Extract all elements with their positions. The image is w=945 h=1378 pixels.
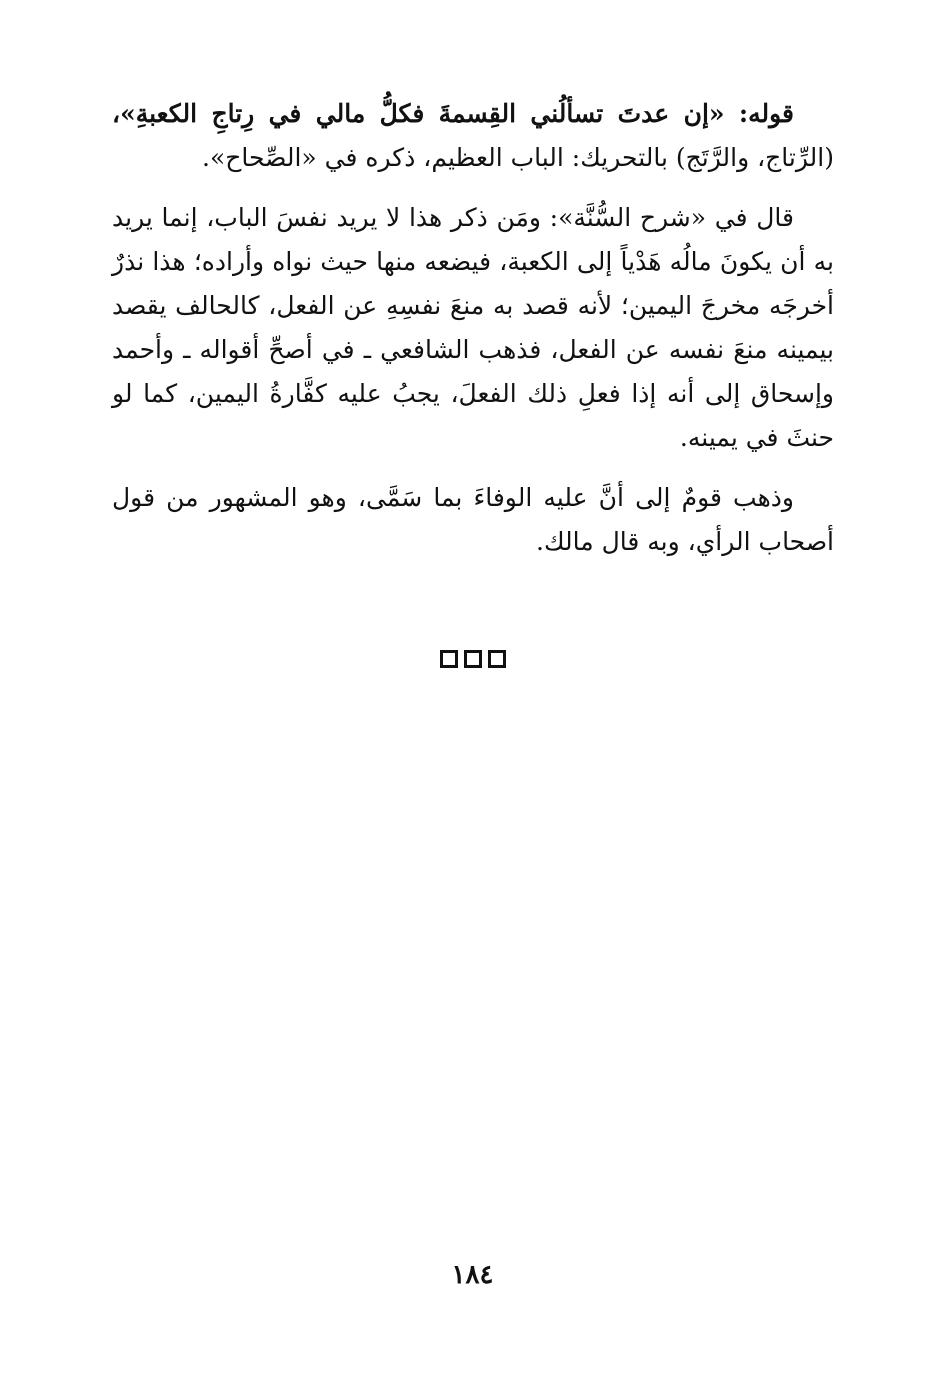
paragraph-3-text: وذهب قومٌ إلى أنَّ عليه الوفاءَ بما سَمَّى، وهو المشهور من قول أصحاب الرأي، وبه قال مالك. (112, 483, 834, 556)
page-number: ١٨٤ (451, 1260, 494, 1290)
paragraph-3 (112, 476, 834, 564)
paragraph-2-text: قال في «شرح السُّنَّة»: ومَن ذكر هذا لا يريد نفسَ الباب، إنما يريد به أن يكونَ مالُه هَدْياً إلى الكعبة، فيضعه منها حيث نواه وأراده؛ هذا نذرٌ أخرجَه مخرجَ اليمين؛ لأنه قصد به منعَ نفسِهِ عن الفعل، كالحالف يقصد بيمينه منعَ نفسه عن الفعل، فذهب الشافعي ـ في أصحِّ أقواله ـ وأحمد وإسحاق إلى أنه إذا فعلِ ذلك الفعلَ، يجبُ عليه كفَّارةُ اليمين، كما لو حنثَ في يمينه. (112, 203, 834, 452)
paragraph-1-lead: قوله: «إن عدتَ تسألُني القِسمةَ فكلُّ مالي في رِتاجِ الكعبةِ»، (112, 99, 794, 128)
paragraph-2 (112, 196, 834, 460)
section-separator-icon (0, 650, 945, 668)
body-text (112, 92, 834, 580)
square-icon (440, 650, 458, 668)
square-icon (464, 650, 482, 668)
paragraph-1-text: (الرِّتاج، والرَّتَج) بالتحريك: الباب العظيم، ذكره في «الصِّحاح». (202, 143, 834, 172)
paragraph-1 (112, 92, 834, 180)
square-icon (488, 650, 506, 668)
